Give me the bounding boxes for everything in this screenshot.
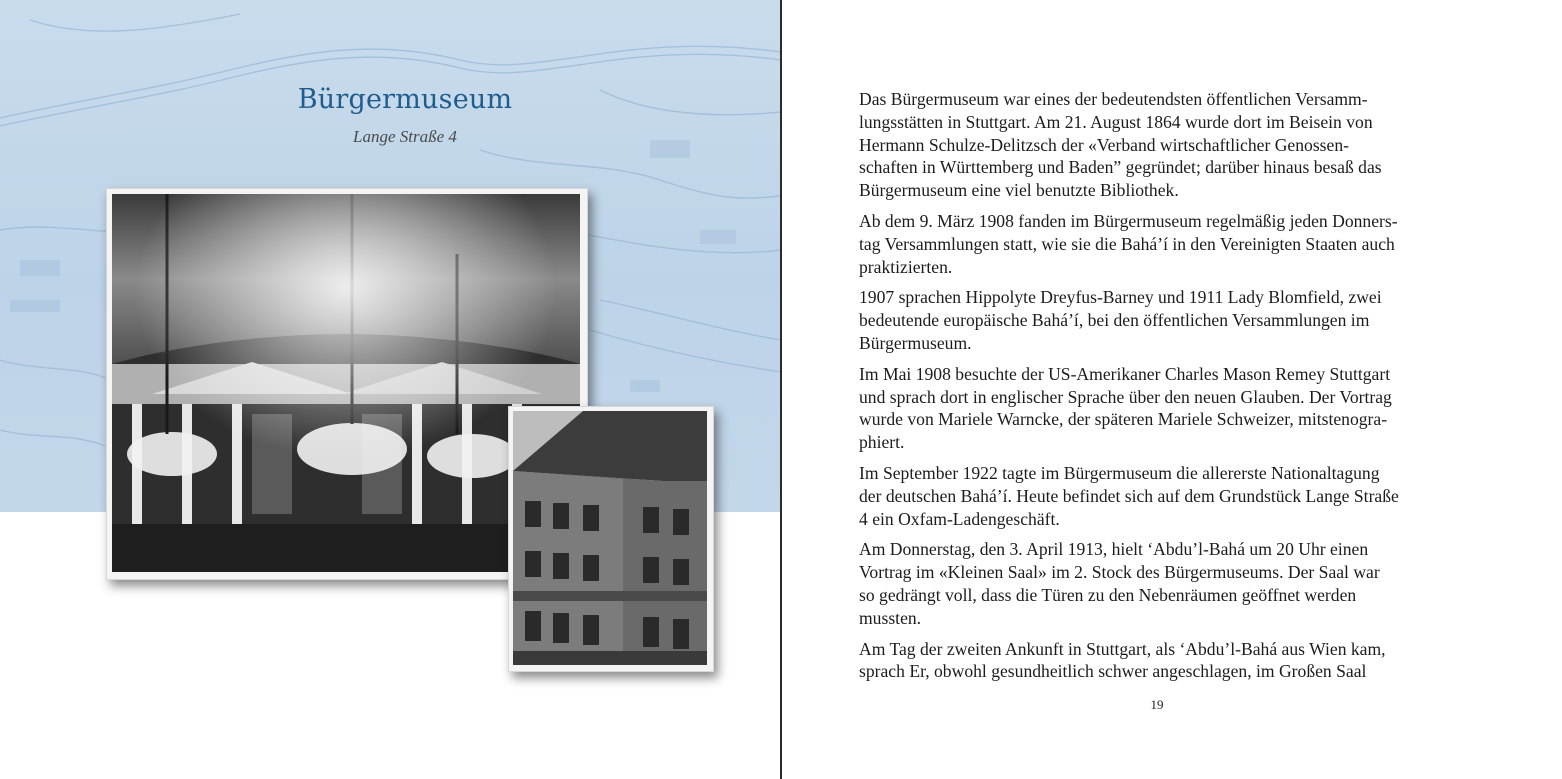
paragraph [859, 462, 1469, 530]
text-line: phiert. [859, 432, 905, 453]
body-text [859, 88, 1469, 691]
page-number: 19 [1150, 697, 1164, 712]
text-line: Am Donnerstag, den 3. April 1913, hielt ‘Abdu’l-Bahá um 20 Uhr einen [859, 539, 1369, 560]
paragraph [859, 286, 1469, 354]
text-line: bedeutende europäische Bahá’í, bei den öffentlichen Versammlungen im [859, 310, 1370, 331]
text-line: der deutschen Bahá’í. Heute befindet sich auf dem Grundstück Lange Straße [859, 485, 1399, 506]
text-line: Hermann Schulze-Delitzsch der «Verband wirtschaftlicher Genossen- [859, 134, 1349, 155]
paragraph [859, 638, 1469, 684]
text-line: Das Bürgermuseum war eines der bedeutendsten öffentlichen Versamm- [859, 89, 1368, 109]
text-line: praktizierten. [859, 256, 953, 277]
page-subtitle: Lange Straße 4 [353, 127, 457, 146]
text-line: 1907 sprachen Hippolyte Dreyfus-Barney und 1911 Lady Blomfield, zwei [859, 287, 1382, 308]
text-line: Bürgermuseum eine viel benutzte Bibliothek. [859, 180, 1179, 201]
text-line: Im Mai 1908 besuchte der US-Amerikaner Charles Mason Remey Stuttgart [859, 363, 1391, 384]
text-line: lungsstätten in Stuttgart. Am 21. August 1864 wurde dort im Beisein von [859, 111, 1373, 132]
text-line: und sprach dort in englischer Sprache über den neuen Glauben. Der Vortrag [859, 386, 1392, 407]
paragraph [859, 88, 1469, 202]
text-line: Im September 1922 tagte im Bürgermuseum die allererste Nationaltagung [859, 462, 1380, 483]
text-line: wurde von Mariele Warncke, der späteren Mariele Schweizer, mitstenogra- [859, 409, 1388, 430]
text-line: Am Tag der zweiten Ankunft in Stuttgart, als ‘Abdu’l-Bahá aus Wien kam, [859, 638, 1386, 659]
photo-building-exterior [508, 406, 714, 672]
paragraph [859, 538, 1469, 629]
text-line: Bürgermuseum. [859, 332, 972, 353]
text-line: schaften in Württemberg und Baden” gegründet; darüber hinaus besaß das [859, 157, 1382, 178]
paragraph [859, 210, 1469, 278]
text-line: Vortrag im «Kleinen Saal» im 2. Stock des Bürgermuseums. Der Saal war [859, 562, 1380, 583]
text-line: so gedrängt voll, dass die Türen zu den Nebenräumen geöffnet werden [859, 584, 1357, 605]
text-line: mussten. [859, 607, 922, 628]
right-page [782, 0, 1562, 779]
text-line: tag Versammlungen statt, wie sie die Bahá’í in den Vereinigten Staaten auch [859, 233, 1395, 254]
text-line: sprach Er, obwohl gesundheitlich schwer angeschlagen, im Großen Saal [859, 661, 1367, 682]
page-title: Bürgermuseum [297, 84, 513, 115]
paragraph [859, 363, 1469, 454]
text-line: 4 ein Oxfam-Ladengeschäft. [859, 508, 1060, 529]
text-line: Ab dem 9. März 1908 fanden im Bürgermuseum regelmäßig jeden Donners- [859, 210, 1398, 231]
